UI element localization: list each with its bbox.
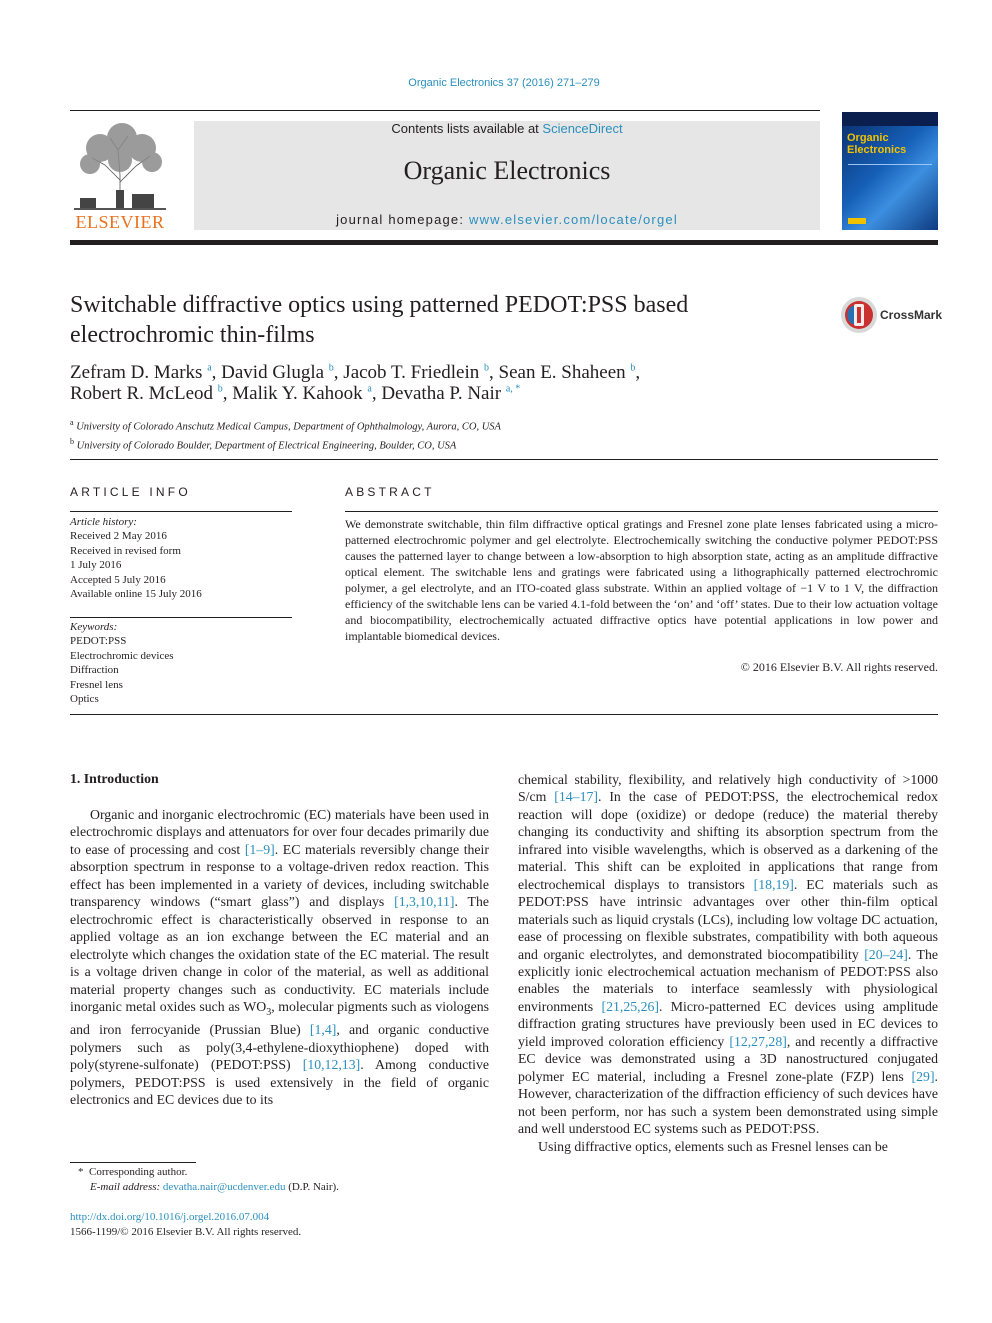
- header-thick-rule: [70, 240, 938, 245]
- keyword-item: Fresnel lens: [70, 678, 123, 691]
- citation-link[interactable]: [18,19]: [753, 876, 794, 892]
- cover-top-band: [842, 112, 938, 126]
- citation-link[interactable]: [1,3,10,11]: [394, 894, 455, 910]
- author-name[interactable]: Jacob T. Friedlein: [343, 362, 480, 383]
- email-label: E-mail address:: [90, 1181, 163, 1193]
- text-run: , and organic conductive polymers such as poly(3,4-ethylene-dioxythiophene) doped with poly(styrene-sulfonate) (PEDOT:PSS): [70, 1022, 489, 1073]
- article-info-body: [70, 515, 292, 601]
- history-label: Article history:: [70, 516, 137, 528]
- keyword-item: Electrochromic devices: [70, 649, 174, 662]
- text-run: . However, characterization of the diffraction efficiency of such devices have not been perform, nor has such a system been demonstrated using simple and well understood EC systems such as PEDOT:PSS.: [518, 1068, 938, 1137]
- affiliation-text: University of Colorado Boulder, Department of Electrical Engineering, Boulder, CO, USA: [76, 440, 457, 451]
- contents-prefix: Contents lists available at: [391, 121, 543, 136]
- article-info-heading: ARTICLE INFO: [70, 485, 191, 499]
- history-list: [70, 529, 292, 601]
- history-item: Available online 15 July 2016: [70, 588, 202, 601]
- author: Jacob T. Friedlein $^b$,: [343, 362, 499, 383]
- cover-title-line-2: Electronics: [847, 144, 907, 156]
- email-note: [70, 1180, 490, 1195]
- sciencedirect-link[interactable]: ScienceDirect: [542, 121, 623, 136]
- author: David Glugla $^b$,: [221, 362, 344, 383]
- author-affil-sup[interactable]: a, *: [505, 383, 521, 395]
- text-run: chemical stability, flexibility, and relatively high conductivity of >1000 S/cm: [518, 772, 938, 805]
- header-top-rule: [70, 110, 820, 111]
- cover-title: [847, 132, 906, 156]
- homepage-line: [194, 212, 820, 227]
- affiliation-sup: a: [70, 418, 74, 427]
- intro-paragraph-3: Using diffractive optics, elements such as Fresnel lenses can be: [538, 1138, 888, 1154]
- citation-link[interactable]: [21,25,26]: [601, 998, 659, 1014]
- author-affil-sup[interactable]: a: [207, 362, 212, 374]
- subscript: 3: [266, 1006, 272, 1018]
- text-run: . The electrochromic effect is characteristically observed in response to an applied voltage as an ion exchange between the EC material and an electrolyte which changes the oxidation state of the EC material. The result is a voltage driven change in color of the material, as well as additional material property changes such as conductivity. EC materials include inorganic metal oxides such as WO: [70, 894, 489, 1014]
- email-owner: (D.P. Nair).: [285, 1181, 339, 1193]
- author-name[interactable]: Robert R. McLeod: [70, 383, 214, 404]
- citation-link[interactable]: [29]: [911, 1068, 935, 1084]
- keyword-item: Optics: [70, 693, 99, 706]
- author-name[interactable]: Sean E. Shaheen: [498, 362, 626, 383]
- abstract-rule: [345, 511, 938, 512]
- article-title: Switchable diffractive optics using patterned PEDOT:PSS based electrochromic thin-films: [70, 292, 689, 348]
- cover-title-line-1: Organic: [847, 132, 889, 144]
- corresponding-text: Corresponding author.: [89, 1166, 188, 1178]
- intro-paragraph-1: [70, 806, 489, 1108]
- article-info-rule: [70, 511, 292, 512]
- author-list: [70, 362, 830, 404]
- author-name[interactable]: Devatha P. Nair: [381, 383, 502, 404]
- contents-line: [194, 121, 820, 136]
- journal-name: Organic Electronics: [403, 156, 611, 185]
- text-run: . EC materials such as PEDOT:PSS have intrinsic advantages over other thin-film optical materials such as liquid crystals (LCs), including low voltage DC actuation, ease of processing on flexible substrates, compatibility with both aqueous and organic electrolytes, and demonstrated biocompatibility: [518, 876, 938, 962]
- author-affil-sup[interactable]: b: [484, 362, 490, 374]
- keywords-list: [70, 634, 292, 706]
- author-name[interactable]: Malik Y. Kahook: [232, 383, 363, 404]
- section-heading-introduction: 1. Introduction: [70, 771, 159, 786]
- history-item: Accepted 5 July 2016: [70, 573, 166, 586]
- intro-paragraph-2: [518, 771, 938, 1138]
- text-run: , and recently a diffractive EC device was demonstrated using a 3D nanostructured conjugated polymer EC material, including a Fresnel zone-plate (FZP) lens: [518, 1033, 938, 1084]
- history-item: 1 July 2016: [70, 559, 122, 572]
- crossmark-icon: [840, 296, 880, 336]
- author-affil-sup[interactable]: b: [630, 362, 636, 374]
- author: [381, 383, 520, 404]
- text-run: Organic and inorganic electrochromic (EC) materials have been used in electrochromic displays and attenuators for over four decades primarily due to ease of processing and cost: [70, 807, 489, 857]
- asterisk-mark: *: [78, 1166, 89, 1178]
- doi-block: [70, 1210, 490, 1240]
- homepage-link[interactable]: www.elsevier.com/locate/orgel: [468, 212, 678, 227]
- text-run: . Micro-patterned EC devices using amplitude diffraction grating structures have previously been used in EC devices to yield improved coloration efficiency: [518, 998, 938, 1049]
- footnotes: [70, 1165, 490, 1195]
- body-column-right: [518, 771, 938, 1155]
- journal-reference-link[interactable]: Organic Electronics 37 (2016) 271–279: [408, 77, 600, 89]
- elsevier-logo: [70, 120, 170, 232]
- text-run: , molecular pigments such as viologens and iron ferrocyanide (Prussian Blue): [70, 998, 489, 1038]
- keywords-label: Keywords:: [70, 621, 118, 633]
- text-run: . The explicitly ionic electrochemical actuation mechanism of PEDOT:PSS also enables the materials to interface seamlessly with physiological environments: [518, 946, 938, 1014]
- abstract-copyright: © 2016 Elsevier B.V. All rights reserved.: [740, 660, 938, 674]
- body-column-left: [70, 806, 489, 1108]
- affiliation-sup: b: [70, 436, 74, 446]
- journal-cover-image[interactable]: [842, 112, 938, 230]
- citation-link[interactable]: [14–17]: [554, 789, 598, 805]
- homepage-prefix: journal homepage:: [336, 212, 469, 227]
- keywords-block: [70, 620, 292, 706]
- author: Sean E. Shaheen $^b$,: [498, 362, 641, 383]
- author: Robert R. McLeod $^b$,: [70, 383, 233, 404]
- keywords-rule: [70, 617, 292, 618]
- abstract-bottom-rule: [70, 714, 938, 715]
- email-link[interactable]: devatha.nair@ucdenver.edu: [162, 1181, 286, 1193]
- author-affil-sup[interactable]: b: [328, 362, 334, 374]
- keyword-item: PEDOT:PSS: [70, 635, 127, 648]
- history-item: Received 2 May 2016: [70, 530, 167, 543]
- citation-link[interactable]: [1–9]: [244, 841, 275, 857]
- affiliation: [70, 435, 830, 454]
- citation-link[interactable]: [10,12,13]: [302, 1057, 361, 1073]
- author: Zefram D. Marks $^a$,: [70, 362, 222, 383]
- doi-link[interactable]: http://dx.doi.org/10.1016/j.orgel.2016.07.004: [70, 1211, 270, 1223]
- author: Malik Y. Kahook $^a$,: [232, 383, 382, 404]
- cover-badge: [848, 218, 866, 224]
- text-run: . Among conductive polymers, PEDOT:PSS is used extensively in the field of organic electronics and EC devices due to its: [70, 1057, 489, 1107]
- cover-divider: [848, 164, 932, 165]
- citation-link[interactable]: [1,4]: [309, 1022, 337, 1038]
- corresponding-note: [70, 1165, 490, 1180]
- affiliation-text: University of Colorado Anschutz Medical Campus, Department of Ophthalmology, Aurora, CO, USA: [76, 421, 501, 433]
- author-name[interactable]: Zefram D. Marks: [70, 362, 203, 383]
- affiliation: [70, 416, 830, 435]
- text-run: . EC materials reversibly change their absorption spectrum in response to a voltage-driven redox reaction. This effect has been implemented in a variety of devices, including switchable transparency windows (“smart glass”) and displays: [70, 841, 489, 910]
- authors-rule: [70, 459, 938, 460]
- abstract-heading: ABSTRACT: [345, 485, 435, 499]
- affiliations: [70, 416, 830, 453]
- footnote-rule: [70, 1162, 196, 1163]
- keyword-item: Diffraction: [70, 664, 119, 677]
- citation-link[interactable]: [20–24]: [864, 946, 908, 962]
- history-item: Received in revised form: [70, 544, 181, 557]
- author-affil-sup[interactable]: b: [217, 383, 223, 395]
- elsevier-wordmark: ELSEVIER: [75, 212, 165, 232]
- issn-line: 1566-1199/© 2016 Elsevier B.V. All rights reserved.: [70, 1226, 302, 1238]
- author-affil-sup[interactable]: a: [367, 383, 372, 395]
- text-run: . In the case of PEDOT:PSS, the electrochemical redox reaction will dope (oxidize) or dedope (reduce) the material thereby changing its conductivity and shifting its absorption spectrum from the infrared into visible wavelengths, which is observed as a darkening of the material. This shift can be exploited in applications that range from electrochemical displays to transistors: [518, 789, 938, 892]
- author-name[interactable]: David Glugla: [221, 362, 325, 383]
- crossmark-label[interactable]: CrossMark: [880, 308, 943, 322]
- citation-link[interactable]: [12,27,28]: [729, 1033, 787, 1049]
- abstract-text: We demonstrate switchable, thin film diffractive optical gratings and Fresnel zone plate lenses fabricated using a micro-patterned electrochromic polymer and gel electrolyte. Electrochemically switching the conductive polymer PEDOT:PSS causes the patterned layer to change between a low-absorption to high absorption state, acting as an amplitude diffractive optical element. The switchable lens and gratings were fabricated using a lithographically patterned electrochromic polymer, a gel electrolyte, and an ITO-coated glass substrate. Within an applied voltage of −1 V to 1 V, the diffraction efficiency of the switchable lens can be varied 4.1-fold between the ‘on’ and ‘off’ states. Due to their low actuation voltage and biocompatibility, electrochemically actuated diffractive optics have potential applications in low power and implantable biomedical devices.: [345, 517, 938, 643]
